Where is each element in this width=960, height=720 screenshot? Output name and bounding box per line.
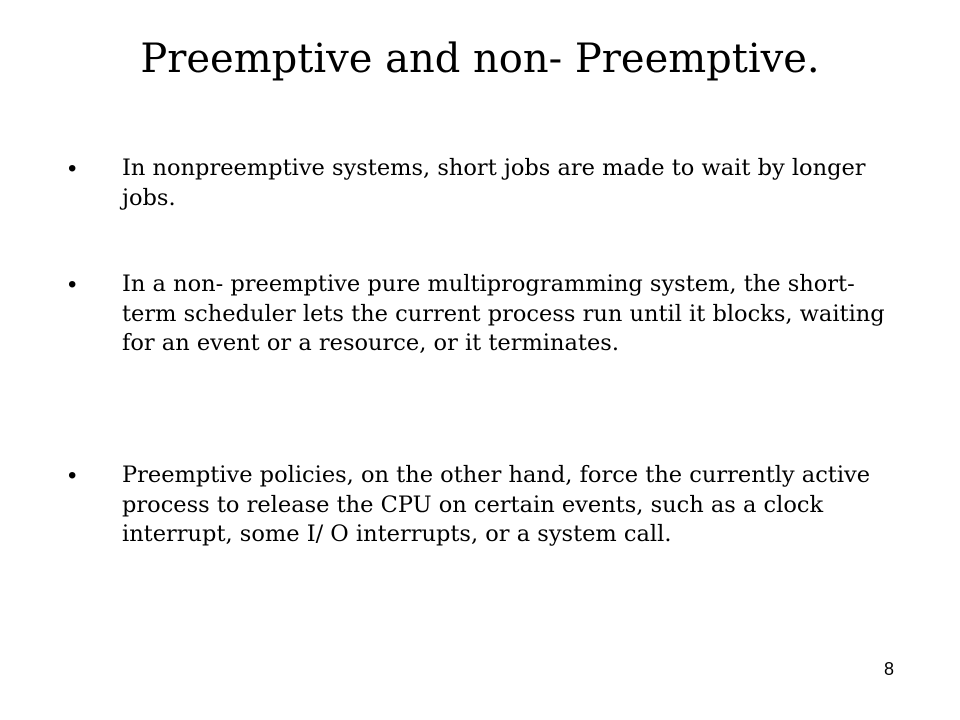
bullet-icon: •	[68, 155, 77, 182]
page-number: 8	[883, 659, 894, 679]
bullet-text: In nonpreemptive systems, short jobs are made to wait by longer jobs.	[122, 155, 866, 211]
bullet-icon: •	[68, 271, 77, 298]
bullet-text: Preemptive policies, on the other hand, force the currently active process to release the CPU on certain events, such as a clock interrupt, some I/ O interrupts, or a system call.	[122, 462, 871, 547]
slide-title: Preemptive and non- Preemptive.	[140, 36, 820, 82]
bullet-text: In a non- preemptive pure multiprogramming system, the short- term scheduler lets the current process run until it blocks, waiting for an event or a resource, or it terminates.	[122, 271, 885, 356]
bullet-icon: •	[68, 462, 77, 489]
